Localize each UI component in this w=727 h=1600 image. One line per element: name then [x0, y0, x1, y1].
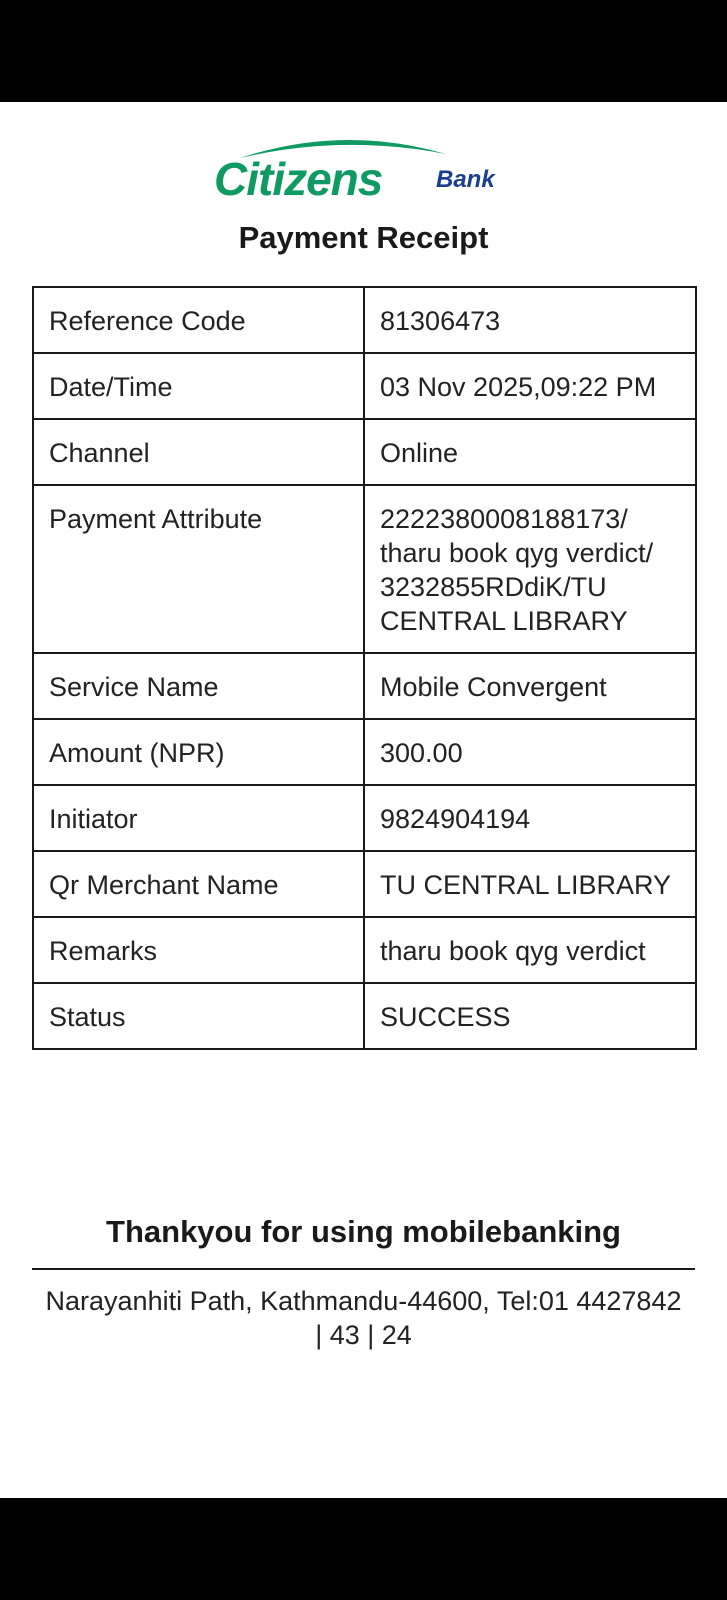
row-label: Payment Attribute — [33, 485, 364, 653]
row-label: Service Name — [33, 653, 364, 719]
table-row-initiator — [33, 785, 696, 851]
table-row-qr-merchant-name — [33, 851, 696, 917]
receipt-details-table — [32, 286, 697, 1050]
row-value: 81306473 — [364, 287, 696, 353]
logo-wordmark: Citizens — [214, 153, 383, 205]
row-value: 9824904194 — [364, 785, 696, 851]
row-value: 03 Nov 2025,09:22 PM — [364, 353, 696, 419]
logo-bank-text: Bank — [436, 166, 495, 193]
row-label: Status — [33, 983, 364, 1049]
row-label: Initiator — [33, 785, 364, 851]
footer-divider — [32, 1268, 695, 1270]
row-label: Date/Time — [33, 353, 364, 419]
row-label: Reference Code — [33, 287, 364, 353]
table-row-remarks — [33, 917, 696, 983]
row-value: Online — [364, 419, 696, 485]
table-row-payment-attribute — [33, 485, 696, 653]
navigation-bar — [0, 1498, 727, 1600]
table-row-reference-code — [33, 287, 696, 353]
table-row-amount — [33, 719, 696, 785]
row-label: Amount (NPR) — [33, 719, 364, 785]
row-value: tharu book qyg verdict — [364, 917, 696, 983]
table-row-channel — [33, 419, 696, 485]
citizens-bank-logo — [214, 132, 514, 212]
row-label: Remarks — [33, 917, 364, 983]
table-row-date-time — [33, 353, 696, 419]
thanks-message: Thankyou for using mobilebanking — [106, 1214, 621, 1249]
row-label: Qr Merchant Name — [33, 851, 364, 917]
table-row-service-name — [33, 653, 696, 719]
row-value: 300.00 — [364, 719, 696, 785]
row-value: TU CENTRAL LIBRARY — [364, 851, 696, 917]
row-value: 2222380008188173/ tharu book qyg verdict/ 3232855RDdiK/TU CENTRAL LIBRARY — [364, 485, 696, 653]
status-value: SUCCESS — [364, 983, 696, 1049]
row-label: Channel — [33, 419, 364, 485]
row-value: Mobile Convergent — [364, 653, 696, 719]
table-row-status — [33, 983, 696, 1049]
status-bar — [0, 0, 727, 102]
footer-address: Narayanhiti Path, Kathmandu-44600, Tel:01 4427842 | 43 | 24 — [45, 1286, 682, 1350]
page-title: Payment Receipt — [238, 220, 489, 255]
payment-receipt — [0, 102, 727, 1498]
